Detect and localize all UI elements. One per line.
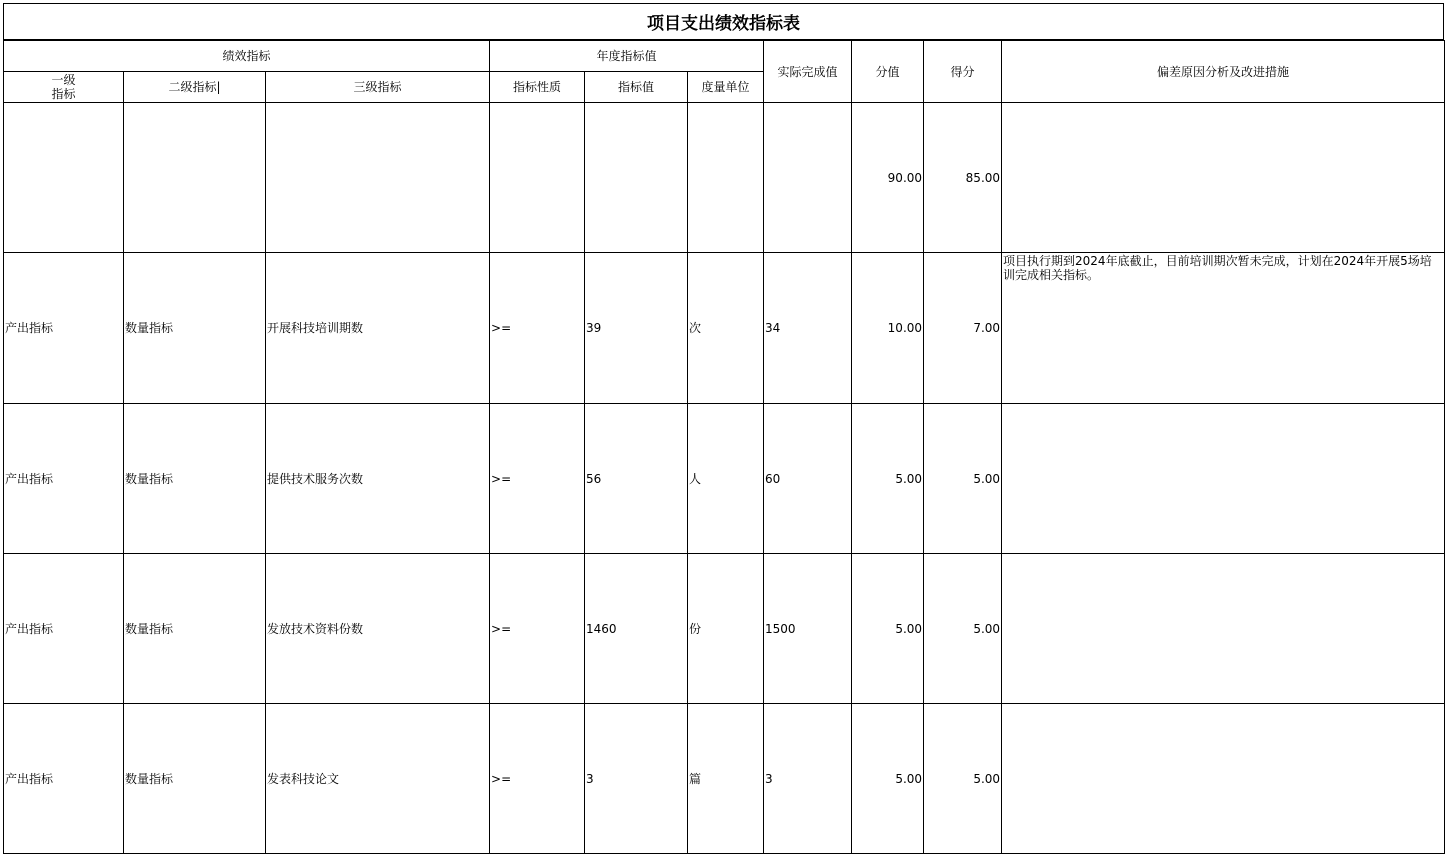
cell-level2: 数量指标 <box>124 253 266 404</box>
header-score-full: 分值 <box>852 41 924 103</box>
header-annual-group: 年度指标值 <box>490 41 764 72</box>
summary-value <box>585 103 688 253</box>
cell-nature: >= <box>490 404 585 554</box>
cell-score-got: 7.00 <box>924 253 1002 404</box>
cell-value: 1460 <box>585 554 688 704</box>
summary-score-full: 90.00 <box>852 103 924 253</box>
summary-score-got: 85.00 <box>924 103 1002 253</box>
summary-level3 <box>266 103 490 253</box>
table-row <box>4 554 1445 704</box>
cell-remark <box>1002 704 1445 854</box>
summary-actual <box>764 103 852 253</box>
summary-level1 <box>4 103 124 253</box>
cell-level3: 发放技术资料份数 <box>266 554 490 704</box>
cell-unit: 人 <box>688 404 764 554</box>
summary-row <box>4 103 1445 253</box>
table-row <box>4 404 1445 554</box>
table-row <box>4 253 1445 404</box>
cell-actual: 34 <box>764 253 852 404</box>
cell-nature: >= <box>490 704 585 854</box>
header-remark: 偏差原因分析及改进措施 <box>1002 41 1445 103</box>
cell-actual: 3 <box>764 704 852 854</box>
cell-level3: 发表科技论文 <box>266 704 490 854</box>
cell-score-full: 5.00 <box>852 554 924 704</box>
header-level1-line1: 一级 <box>51 73 76 87</box>
cell-nature: >= <box>490 554 585 704</box>
summary-level2 <box>124 103 266 253</box>
summary-nature <box>490 103 585 253</box>
header-actual: 实际完成值 <box>764 41 852 103</box>
cell-score-got: 5.00 <box>924 704 1002 854</box>
header-value: 指标值 <box>585 72 688 103</box>
header-level3: 三级指标 <box>266 72 490 103</box>
header-indicator-group: 绩效指标 <box>4 41 490 72</box>
cell-remark <box>1002 253 1445 404</box>
cell-unit: 篇 <box>688 704 764 854</box>
cell-level2: 数量指标 <box>124 704 266 854</box>
cell-score-got: 5.00 <box>924 554 1002 704</box>
sheet-title: 项目支出绩效指标表 <box>3 3 1444 40</box>
cell-unit: 份 <box>688 554 764 704</box>
summary-remark <box>1002 103 1445 253</box>
header-nature: 指标性质 <box>490 72 585 103</box>
cell-actual: 60 <box>764 404 852 554</box>
cell-level2: 数量指标 <box>124 404 266 554</box>
cell-remark <box>1002 554 1445 704</box>
cell-score-got: 5.00 <box>924 404 1002 554</box>
cell-score-full: 5.00 <box>852 704 924 854</box>
cell-level1: 产出指标 <box>4 253 124 404</box>
cell-value: 39 <box>585 253 688 404</box>
cell-value: 3 <box>585 704 688 854</box>
cell-score-full: 10.00 <box>852 253 924 404</box>
cell-remark-text: 项目执行期到2024年底截止，目前培训期次暂未完成，计划在2024年开展5场培训完成相关指标。 <box>1003 254 1432 282</box>
header-level1-line2: 指标 <box>51 87 76 101</box>
summary-unit <box>688 103 764 253</box>
cell-value: 56 <box>585 404 688 554</box>
cell-actual: 1500 <box>764 554 852 704</box>
cell-level1: 产出指标 <box>4 404 124 554</box>
table-row <box>4 704 1445 854</box>
header-row-1 <box>4 41 1445 72</box>
cell-level1: 产出指标 <box>4 554 124 704</box>
cell-level3: 提供技术服务次数 <box>266 404 490 554</box>
cell-remark <box>1002 404 1445 554</box>
cell-level2: 数量指标 <box>124 554 266 704</box>
performance-sheet <box>3 3 1444 857</box>
header-score-got: 得分 <box>924 41 1002 103</box>
cell-score-full: 5.00 <box>852 404 924 554</box>
header-level1 <box>4 72 124 103</box>
header-unit: 度量单位 <box>688 72 764 103</box>
cell-unit: 次 <box>688 253 764 404</box>
indicator-table <box>3 40 1445 854</box>
cell-level1: 产出指标 <box>4 704 124 854</box>
cell-level3: 开展科技培训期数 <box>266 253 490 404</box>
header-level2: 二级指标| <box>124 72 266 103</box>
cell-nature: >= <box>490 253 585 404</box>
